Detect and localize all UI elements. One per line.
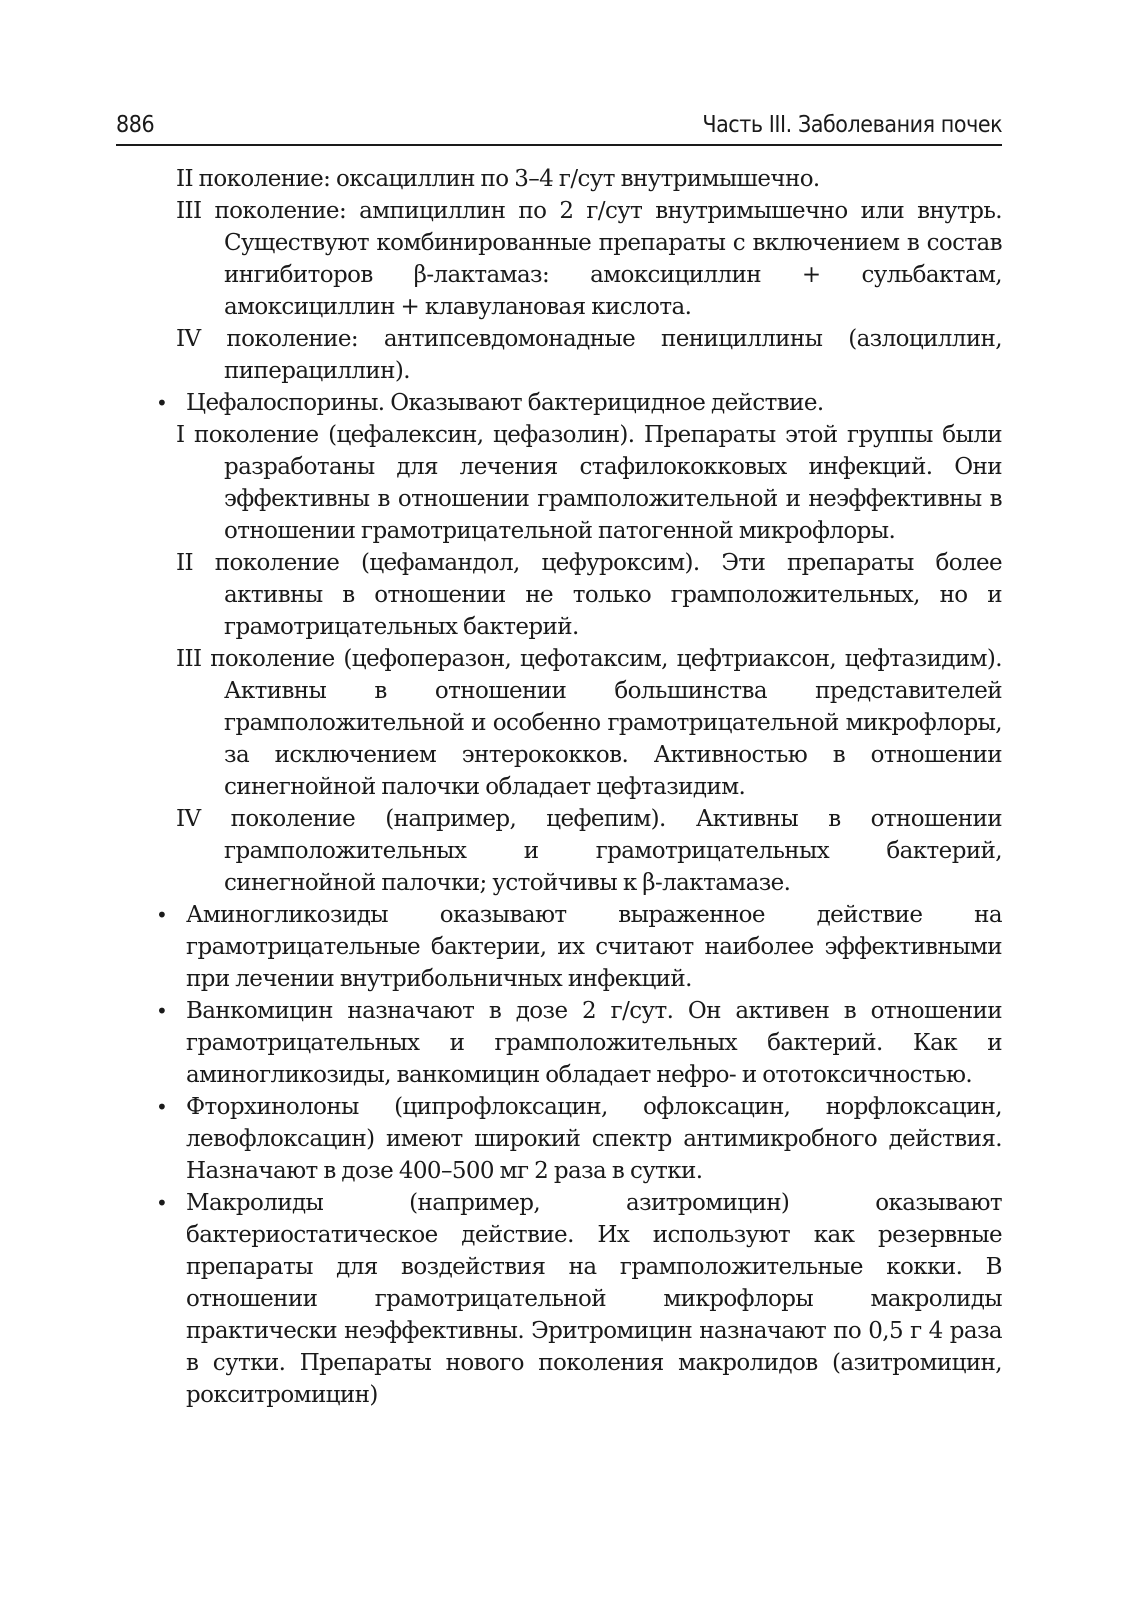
page-number: 886 [116,112,155,138]
generation-paragraph: I поколение (цефалексин, цефазолин). Препараты этой группы были разработаны для лечения стафилококковых инфекций. Они эффективны в отношении грамположительной и неэффективны в отношении грамотрицательной патогенной микрофлоры. [176,422,1002,544]
bullet-item [156,1187,1002,1411]
generation-paragraph: III поколение: ампициллин по 2 г/сут внутримышечно или внутрь. Существуют комбинированные препараты с включением в состав ингибиторов β-лактамаз: амоксициллин + сульбактам, амоксициллин + клавулановая кислота. [176,198,1002,320]
bullet-item [156,1091,1002,1187]
page-body [156,163,1002,1411]
bullet-icon: • [156,1191,168,1215]
bullet-icon: • [156,391,168,415]
bullet-icon: • [156,1095,168,1119]
bullet-text: Цефалоспорины. Оказывают бактерицидное действие. [186,390,824,416]
bullet-text: Ванкомицин назначают в дозе 2 г/сут. Он активен в отношении грамотрицательных и грамположительных бактерий. Как и аминогликозиды, ванкомицин обладает нефро- и ототоксичностью. [186,998,1002,1088]
generation-paragraph: III поколение (цефоперазон, цефотаксим, цефтриаксон, цефтазидим). Активны в отношении большинства представителей грамположительной и особенно грамотрицательной микрофлоры, за исключением энтерококков. Активностью в отношении синегнойной палочки обладает цефтазидим. [176,646,1002,800]
bullet-text: Аминогликозиды оказывают выраженное действие на грамотрицательные бактерии, их считают наиболее эффективными при лечении внутрибольничных инфекций. [186,902,1002,992]
bullet-item [156,387,1002,419]
generation-paragraph: II поколение: оксациллин по 3–4 г/сут внутримышечно. [176,166,820,192]
bullet-text: Фторхинолоны (ципрофлоксацин, офлоксацин, норфлоксацин, левофлоксацин) имеют широкий спектр антимикробного действия. Назначают в дозе 400–500 мг 2 раза в сутки. [186,1094,1002,1184]
bullet-text: Макролиды (например, азитромицин) оказывают бактериостатическое действие. Их используют как резервные препараты для воздействия на грамположительные кокки. В отношении грамотрицательной микрофлоры макролиды практически неэффективны. Эритромицин назначают по 0,5 г 4 раза в сутки. Препараты нового поколения макролидов (азитромицин, рокситромицин) [186,1190,1002,1408]
bullet-item [156,899,1002,995]
running-title: Часть III. Заболевания почек [702,112,1002,138]
generation-paragraph: IV поколение (например, цефепим). Активны в отношении грамположительных и грамотрицательных бактерий, синегнойной палочки; устойчивы к β-лактамазе. [176,806,1002,896]
generation-paragraph: II поколение (цефамандол, цефуроксим). Эти препараты более активны в отношении не только грамположительных, но и грамотрицательных бактерий. [176,550,1002,640]
bullet-icon: • [156,999,168,1023]
generation-paragraph: IV поколение: антипсевдомонадные пенициллины (азлоциллин, пиперациллин). [176,326,1002,384]
bullet-icon: • [156,903,168,927]
bullet-item [156,995,1002,1091]
page-header [116,104,1002,146]
